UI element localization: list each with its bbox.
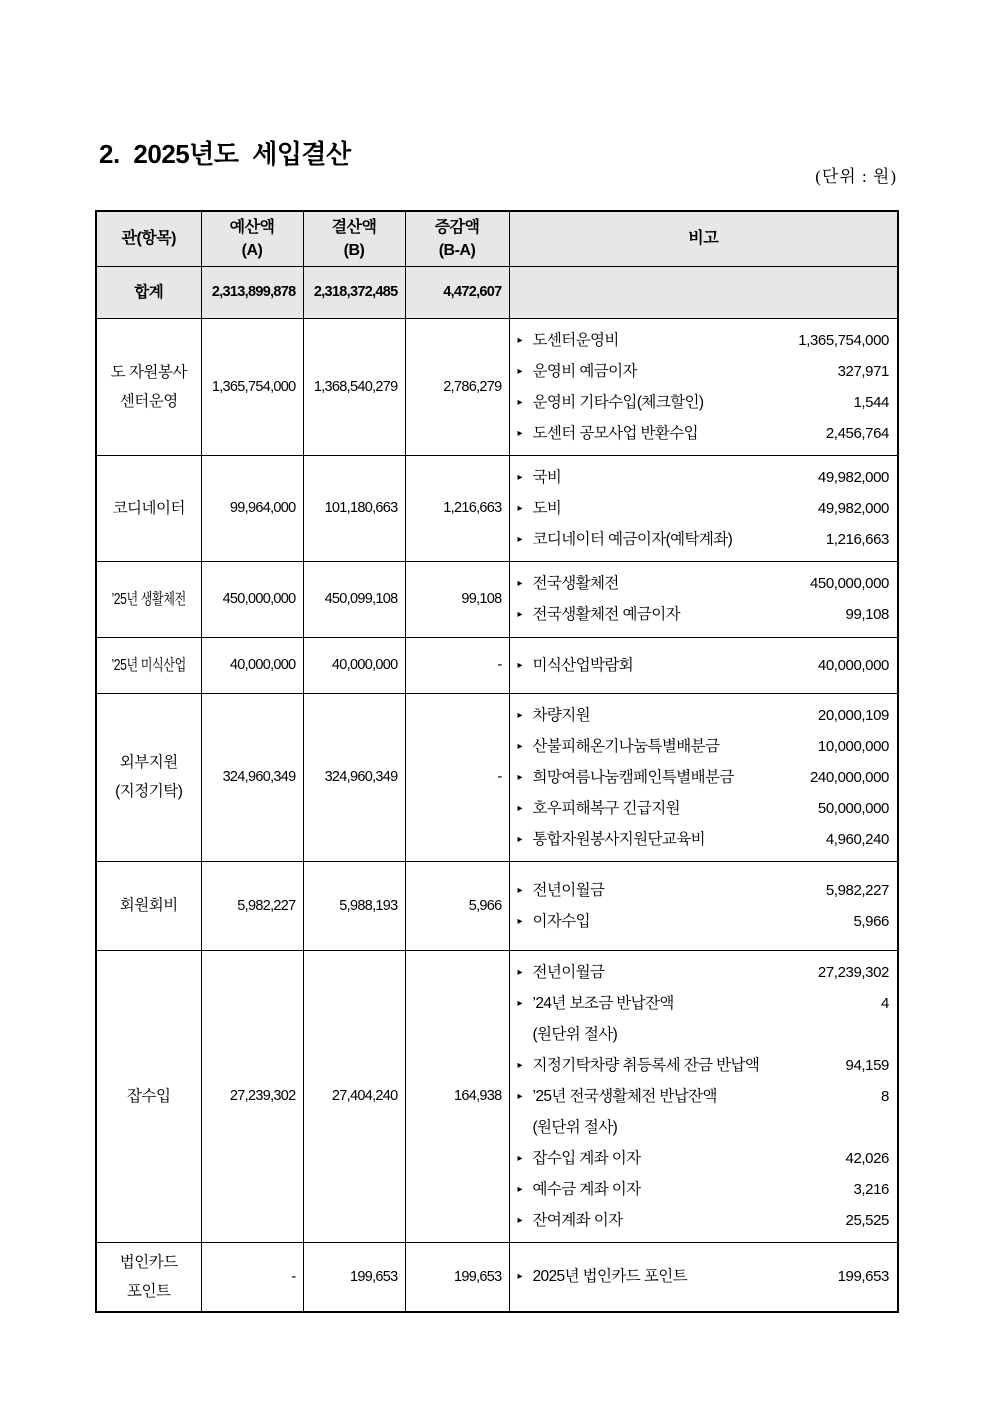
note-item (518, 1174, 890, 1205)
notes-cell (509, 861, 898, 950)
note-item-label: 도비 (532, 499, 562, 517)
note-item-label: 잔여계좌 이자 (532, 1211, 623, 1229)
bullet-triangle-icon: ▸ (517, 1152, 523, 1164)
column-header-sub: (A) (241, 241, 263, 259)
note-item-value: 5,982,227 (825, 881, 889, 899)
note-item-value: 25,525 (845, 1211, 889, 1229)
category-label: 도 자원봉사 (110, 363, 187, 381)
note-item (518, 906, 890, 937)
note-item (518, 387, 890, 418)
note-item-label: 전국생활체전 (532, 575, 619, 592)
note-item-label: 산불피해온기나눔특별배분금 (532, 737, 720, 755)
category-cell (96, 637, 201, 693)
bullet-triangle-icon: ▸ (517, 802, 523, 814)
note-item (518, 524, 890, 555)
bullet-triangle-icon: ▸ (517, 1090, 523, 1102)
column-header-label: 증감액 (434, 218, 480, 236)
note-item-label: 전년이월금 (532, 881, 605, 899)
settlement-cell: 2,318,372,485 (303, 266, 405, 318)
note-item-value: 240,000,000 (809, 768, 889, 786)
category-cell (96, 266, 201, 318)
column-header (201, 211, 303, 266)
note-item (518, 325, 890, 356)
bullet-triangle-icon: ▸ (517, 1183, 523, 1195)
settlement-cell: 324,960,349 (303, 693, 405, 861)
bullet-triangle-icon: ▸ (517, 502, 523, 514)
table-header-row (96, 211, 898, 266)
note-item-label: 차량지원 (532, 706, 590, 724)
category-label: (지정기탁) (115, 783, 183, 800)
note-item-label: 지정기탁차량 취등록세 잔금 반납액 (532, 1056, 760, 1074)
note-item-value: 94,159 (845, 1056, 889, 1074)
settlement-cell: 40,000,000 (303, 637, 405, 693)
note-item (518, 793, 890, 824)
note-item (518, 1081, 890, 1112)
category-cell (96, 318, 201, 455)
note-item-value: 2,456,764 (825, 424, 889, 442)
bullet-triangle-icon: ▸ (517, 884, 523, 896)
diff-cell: 199,653 (405, 1242, 509, 1312)
column-header-label: 예산액 (229, 218, 275, 236)
column-header (303, 211, 405, 266)
note-item (518, 1050, 890, 1081)
category-label: 코디네이터 (112, 499, 185, 517)
note-item (518, 762, 890, 793)
note-item-label: 전년이월금 (532, 963, 605, 981)
table-row (96, 561, 898, 637)
note-item (518, 568, 890, 599)
table-row (96, 266, 898, 318)
bullet-triangle-icon: ▸ (517, 396, 523, 408)
note-item-subnote: (원단위 절사) (532, 1025, 618, 1043)
note-item (518, 1261, 890, 1292)
bullet-triangle-icon: ▸ (517, 471, 523, 483)
column-header-label: 관(항목) (121, 230, 177, 248)
diff-cell: 1,216,663 (405, 455, 509, 561)
category-cell (96, 455, 201, 561)
bullet-triangle-icon: ▸ (517, 533, 523, 545)
category-label: 포인트 (127, 1282, 171, 1300)
note-item-label: 희망여름나눔캠페인특별배분금 (532, 768, 734, 786)
notes-cell (509, 561, 898, 637)
note-item (518, 650, 890, 681)
bullet-triangle-icon: ▸ (517, 427, 523, 439)
column-header-sub: (B-A) (438, 241, 476, 259)
table-row (96, 318, 898, 455)
notes-cell (509, 950, 898, 1242)
table-header-row (96, 211, 898, 266)
note-item (518, 462, 890, 493)
note-item-label: 운영비 기타수입(체크할인) (532, 393, 704, 411)
category-label: 센터운영 (119, 392, 178, 410)
settlement-cell: 5,988,193 (303, 861, 405, 950)
note-item (518, 957, 890, 988)
bullet-triangle-icon: ▸ (517, 365, 523, 377)
note-item-value: 49,982,000 (817, 468, 889, 486)
category-label: ’25년 생활체전 (111, 590, 186, 608)
note-item-label: 국비 (532, 468, 562, 486)
bullet-triangle-icon: ▸ (517, 740, 523, 752)
note-item-value: 4 (881, 994, 889, 1012)
category-cell (96, 861, 201, 950)
note-item-label: ’25년 전국생활체전 반납잔액 (532, 1087, 717, 1105)
category-cell (96, 1242, 201, 1312)
note-item (518, 1205, 890, 1236)
bullet-triangle-icon: ▸ (517, 771, 523, 783)
settlement-cell: 27,404,240 (303, 950, 405, 1242)
budget-cell: 99,964,000 (201, 455, 303, 561)
settlement-cell: 1,368,540,279 (303, 318, 405, 455)
note-item-value: 40,000,000 (817, 656, 889, 674)
note-item-value: 49,982,000 (817, 499, 889, 517)
note-item-value: 450,000,000 (809, 575, 889, 592)
bullet-triangle-icon: ▸ (517, 578, 523, 589)
notes-cell (509, 455, 898, 561)
note-item (518, 1143, 890, 1174)
budget-cell: - (201, 1242, 303, 1312)
diff-cell: 4,472,607 (405, 266, 509, 318)
notes-cell (509, 693, 898, 861)
note-item (518, 356, 890, 387)
table-row (96, 455, 898, 561)
bullet-triangle-icon: ▸ (517, 966, 523, 978)
note-item-value: 10,000,000 (817, 737, 889, 755)
bullet-triangle-icon: ▸ (517, 659, 523, 671)
diff-cell: 2,786,279 (405, 318, 509, 455)
budget-cell: 5,982,227 (201, 861, 303, 950)
category-cell (96, 561, 201, 637)
note-item-value: 99,108 (845, 606, 889, 623)
note-item-value: 4,960,240 (825, 830, 889, 848)
note-item-label: 호우피해복구 긴급지원 (532, 799, 680, 817)
category-cell (96, 950, 201, 1242)
note-item-label: 코디네이터 예금이자(예탁계좌) (532, 530, 733, 548)
note-item-value: 3,216 (853, 1180, 889, 1198)
bullet-triangle-icon: ▸ (517, 1059, 523, 1071)
note-item-value: 1,365,754,000 (798, 331, 889, 349)
table-body (96, 266, 898, 1312)
bullet-triangle-icon: ▸ (517, 609, 523, 620)
diff-cell: - (405, 693, 509, 861)
note-item-subnote: (원단위 절사) (532, 1118, 618, 1136)
category-label: 합계 (134, 283, 164, 301)
notes-cell (509, 1242, 898, 1312)
diff-cell: 164,938 (405, 950, 509, 1242)
note-item-value: 327,971 (837, 362, 889, 380)
note-item-label: 도센터 공모사업 반환수입 (532, 424, 699, 442)
note-item (518, 700, 890, 731)
bullet-triangle-icon: ▸ (517, 915, 523, 927)
diff-cell: 5,966 (405, 861, 509, 950)
category-label: ’25년 미식산업 (111, 656, 186, 674)
diff-cell: 99,108 (405, 561, 509, 637)
note-item-label: 잡수입 계좌 이자 (532, 1149, 641, 1167)
bullet-triangle-icon: ▸ (517, 833, 523, 845)
note-item-value: 42,026 (845, 1149, 889, 1167)
notes-cell (509, 266, 898, 318)
note-item-label: 통합자원봉사지원단교육비 (532, 830, 705, 848)
note-item-label: 2025년 법인카드 포인트 (532, 1268, 687, 1286)
note-item (518, 418, 890, 449)
note-item (518, 824, 890, 855)
category-label: 잡수입 (127, 1087, 171, 1105)
column-header (405, 211, 509, 266)
category-label: 외부지원 (119, 754, 178, 771)
bullet-triangle-icon: ▸ (517, 997, 523, 1009)
note-item-label: 미식산업박람회 (532, 656, 634, 674)
notes-cell (509, 637, 898, 693)
note-item-label: 전국생활체전 예금이자 (532, 606, 680, 623)
note-item-value: 1,544 (853, 393, 889, 411)
notes-cell (509, 318, 898, 455)
note-item (518, 731, 890, 762)
settlement-cell: 450,099,108 (303, 561, 405, 637)
table-row (96, 693, 898, 861)
column-header-label: 결산액 (331, 218, 377, 236)
table-row (96, 637, 898, 693)
note-item-value: 50,000,000 (817, 799, 889, 817)
table-row (96, 950, 898, 1242)
note-item-value: 27,239,302 (817, 963, 889, 981)
revenue-settlement-table (95, 210, 899, 1313)
note-item-label: 예수금 계좌 이자 (532, 1180, 641, 1198)
column-header (96, 211, 201, 266)
settlement-cell: 199,653 (303, 1242, 405, 1312)
column-header-sub: (B) (343, 241, 365, 259)
diff-cell: - (405, 637, 509, 693)
budget-cell: 27,239,302 (201, 950, 303, 1242)
note-item-label: ’24년 보조금 반납잔액 (532, 994, 674, 1012)
budget-cell: 450,000,000 (201, 561, 303, 637)
note-item-label: 이자수입 (532, 912, 590, 930)
budget-cell: 1,365,754,000 (201, 318, 303, 455)
category-label: 법인카드 (119, 1253, 178, 1271)
note-item-value: 1,216,663 (825, 530, 889, 548)
budget-cell: 40,000,000 (201, 637, 303, 693)
bullet-triangle-icon: ▸ (517, 1271, 523, 1283)
note-item (518, 875, 890, 906)
note-item-value: 199,653 (837, 1268, 889, 1286)
budget-cell: 324,960,349 (201, 693, 303, 861)
page-title: 2. 2025년도 세입결산 (99, 139, 351, 169)
note-item-value: 20,000,109 (817, 706, 889, 724)
note-item-value: 8 (881, 1087, 889, 1105)
category-label: 회원회비 (119, 897, 178, 914)
budget-cell: 2,313,899,878 (201, 266, 303, 318)
bullet-triangle-icon: ▸ (517, 1214, 523, 1226)
settlement-cell: 101,180,663 (303, 455, 405, 561)
category-cell (96, 693, 201, 861)
note-item-value: 5,966 (853, 912, 889, 930)
note-item-label: 도센터운영비 (532, 331, 619, 349)
table-row (96, 1242, 898, 1312)
note-item-label: 운영비 예금이자 (532, 362, 637, 380)
unit-note: (단위 : 원) (815, 167, 897, 186)
bullet-triangle-icon: ▸ (517, 334, 523, 346)
note-item (518, 988, 890, 1019)
table-row (96, 861, 898, 950)
note-item (518, 599, 890, 630)
note-item (518, 493, 890, 524)
bullet-triangle-icon: ▸ (517, 709, 523, 721)
column-header (509, 211, 898, 266)
column-header-label: 비고 (688, 230, 719, 248)
